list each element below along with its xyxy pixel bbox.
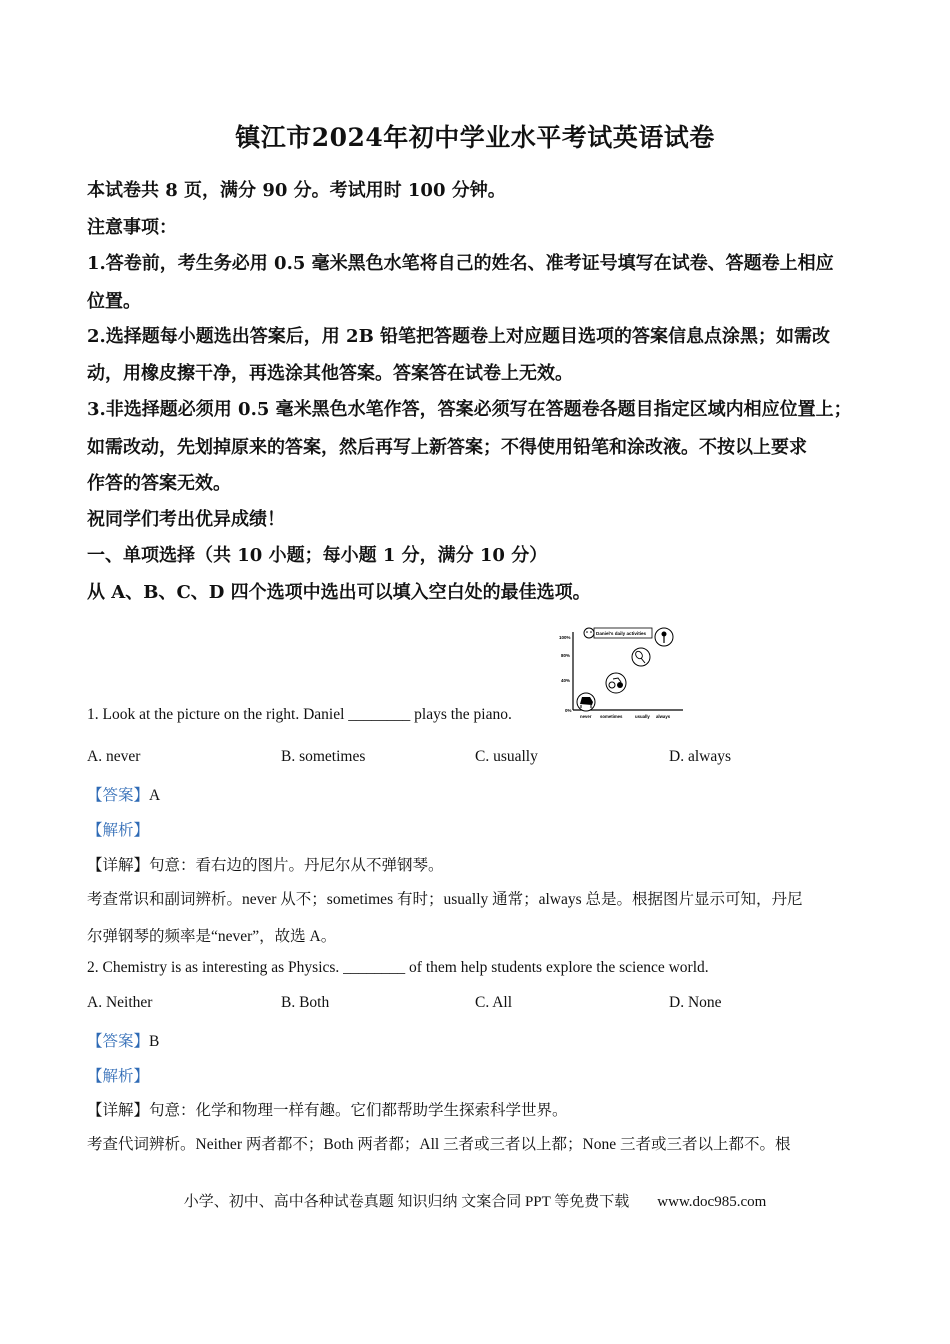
detail-tag: 【详解】 [87,1102,150,1119]
x-tick-label: sometimes [600,714,623,719]
explain-line: 考查代词辨析。Neither 两者都不；Both 两者都；All 三者或三者以上都；None 三者或三者以上都不。根 [87,1136,791,1153]
page-title: 镇江市2024年初中学业水平考试英语试卷 [235,123,715,152]
x-tick-label: usually [635,714,650,719]
y-tick-label: 100% [559,635,571,640]
figure-title: Daniel's daily activities [596,631,647,636]
note-line: 3.非选择题必须用 0.5 毫米黑色水笔作答，答案必须写在答题卷各题目指定区域内相应位置上； [87,399,852,420]
answer-line [87,783,160,805]
wish-line: 祝同学们考出优异成绩！ [87,509,285,530]
option-c: C. usually [475,748,538,765]
detail-text: 句意：看右边的图片。丹尼尔从不弹钢琴。 [149,857,444,874]
tennis-racket-icon [632,648,650,666]
notes-heading: 注意事项： [87,217,177,238]
question-stem: 2. Chemistry is as interesting as Physics. ________ of them help students explore the science world. [87,959,709,976]
note-line: 2.选择题每小题选出答案后，用 2B 铅笔把答题卷上对应题目选项的答案信息点涂黑；如需改 [87,326,831,347]
analysis-tag: 【解析】 [87,822,150,839]
answer-value: A [149,787,161,804]
option-d: D. None [669,994,722,1011]
x-tick-label: never [580,714,592,719]
explain-line: 尔弹钢琴的频率是“never”，故选 A。 [87,928,337,945]
detail-line [87,1098,568,1120]
footer-url[interactable]: www.doc985.com [657,1194,767,1210]
footer-text: 小学、初中、高中各种试卷真题 知识归纳 文案合同 PPT 等免费下载 [183,1194,630,1210]
answer-tag: 【答案】 [87,1033,150,1050]
detail-text: 句意：化学和物理一样有趣。它们都帮助学生探索科学世界。 [149,1102,568,1119]
note-line: 位置。 [87,291,141,312]
section-heading: 一、单项选择（共 10 小题；每小题 1 分，满分 10 分） [87,545,548,566]
option-b: B. sometimes [281,748,366,765]
answer-line [87,1029,159,1051]
y-tick-label: 80% [561,653,571,658]
daily-activities-figure [558,622,688,722]
x-tick-label: always [656,714,671,719]
exam-intro: 本试卷共 8 页，满分 90 分。考试用时 100 分钟。 [87,180,506,201]
section-instruction: 从 A、B、C、D 四个选项中选出可以填入空白处的最佳选项。 [87,582,591,603]
y-tick-label: 40% [561,678,571,683]
face-icon [584,628,594,638]
option-c: C. All [475,994,513,1011]
option-d: D. always [669,748,731,765]
note-line: 作答的答案无效。 [87,473,231,494]
note-line: 1.答卷前，考生务必用 0.5 毫米黑色水笔将自己的姓名、准考证号填写在试卷、答题卷上相应 [87,253,834,274]
analysis-tag: 【解析】 [87,1068,150,1085]
note-line: 如需改动，先划掉原来的答案，然后再写上新答案；不得使用铅笔和涂改液。不按以上要求 [87,437,807,458]
option-b: B. Both [281,994,330,1011]
detail-line [87,853,444,875]
page-footer [0,1190,950,1211]
option-a: A. never [87,748,141,765]
option-a: A. Neither [87,994,153,1011]
explain-line: 考查常识和副词辨析。never 从不；sometimes 有时；usually 通常；always 总是。根据图片显示可知，丹尼 [87,891,803,908]
answer-value: B [149,1033,160,1050]
bicycle-icon [606,673,626,693]
question-stem: 1. Look at the picture on the right. Daniel ________ plays the piano. [87,706,512,723]
answer-tag: 【答案】 [87,787,150,804]
detail-tag: 【详解】 [87,857,150,874]
y-tick-label: 0% [565,708,572,713]
note-line: 动，用橡皮擦干净，再选涂其他答案。答案答在试卷上无效。 [87,363,573,384]
